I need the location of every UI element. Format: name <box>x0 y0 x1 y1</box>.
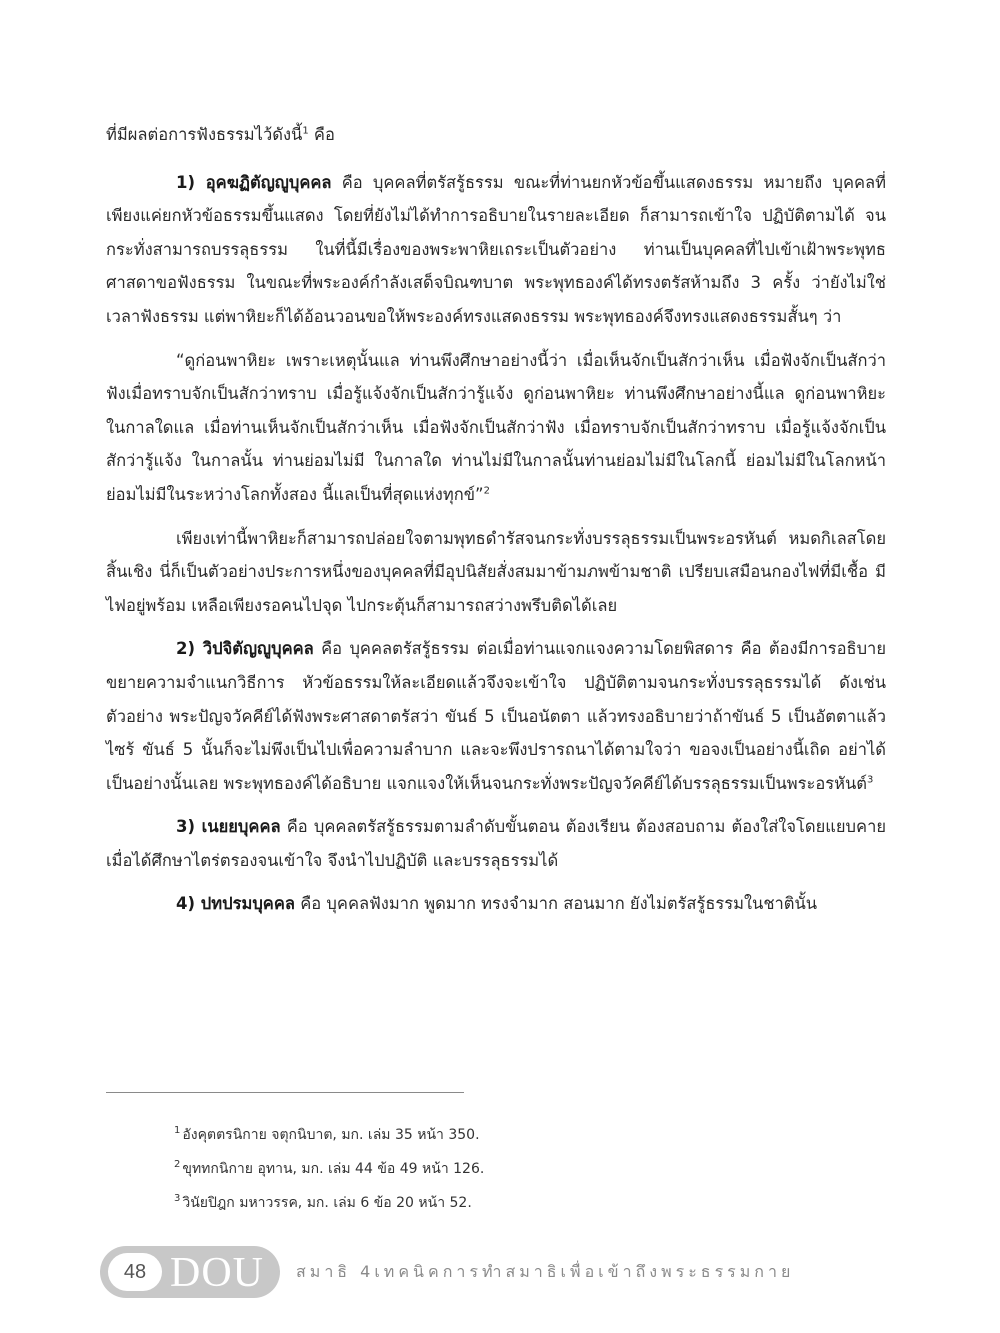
footer-badge <box>100 1246 280 1298</box>
footnote-ref-2[interactable]: 2 <box>483 485 490 497</box>
paragraph-padaparama <box>106 887 886 921</box>
footnote-2 <box>174 1152 874 1186</box>
page-footer <box>100 1246 900 1300</box>
term-ugghatitannu: 1) อุคฆฏิตัญญูบุคคล <box>176 172 332 192</box>
footnote-ref-3[interactable]: 3 <box>867 774 874 786</box>
footnote-text: อังคุตตรนิกาย จตุกนิบาต, มก. เล่ม 35 หน้า 350. <box>182 1127 480 1143</box>
footnote-number: 3 <box>174 1193 181 1205</box>
term-padaparama: 4) ปทปรมบุคคล <box>176 894 295 914</box>
term-vipacitannu: 2) วิปจิตัญญูบุคคล <box>176 639 314 659</box>
page-number: 48 <box>108 1253 162 1291</box>
intro-text: ที่มีผลต่อการฟังธรรมไว้ดังนี้ <box>106 125 303 144</box>
footnote-1 <box>174 1118 874 1152</box>
paragraph-padaparama-text: คือ บุคคลฟังมาก พูดมาก ทรงจำมาก สอนมาก ยังไม่ตรัสรู้ธรรมในชาตินั้น <box>295 894 818 914</box>
footnote-text: วินัยปิฎก มหาวรรค, มก. เล่ม 6 ข้อ 20 หน้า 52. <box>182 1195 472 1211</box>
footnote-3 <box>174 1186 874 1220</box>
buddha-quote-text: “ดูก่อนพาหิยะ เพราะเหตุนั้นแล ท่านพึงศึกษาอย่างนี้ว่า เมื่อเห็นจักเป็นสักว่าเห็น เมื่อฟังจักเป็นสักว่าฟังเมื่อทราบจักเป็นสักว่าทราบ เมื่อรู้แจ้งจักเป็นสักว่ารู้แจ้ง ดูก่อนพาหิยะ ท่านพึงศึกษาอย่างนี้แล ดูก่อนพาหิยะ ในกาลใดแล เมื่อท่านเห็นจักเป็นสักว่าเห็น เมื่อฟังจักเป็นสักว่าฟัง เมื่อทราบจักเป็นสักว่าทราบ เมื่อรู้แจ้งจักเป็นสักว่ารู้แจ้ง ในกาลนั้น ท่านย่อมไม่มี ในกาลใด ท่านไม่มีในกาลนั้นท่านย่อมไม่มีในโลกนี้ ย่อมไม่มีในโลกหน้า ย่อมไม่มีในระหว่างโลกทั้งสอง นี้แลเป็นที่สุดแห่งทุกข์” <box>106 350 886 504</box>
paragraph-bahiya-result <box>106 522 886 623</box>
paragraph-ugghatitannu <box>106 166 886 334</box>
footnote-number: 2 <box>174 1159 181 1171</box>
term-neyya: 3) เนยยบุคคล <box>176 817 281 837</box>
paragraph-vipacitannu-text: คือ บุคคลตรัสรู้ธรรม ต่อเมื่อท่านแจกแจงความโดยพิสดาร คือ ต้องมีการอธิบายขยายความจำแนกวิธีการ หัวข้อธรรมให้ละเอียดแล้วจึงจะเข้าใจ ปฏิบัติตามจนกระทั่งบรรลุธรรมได้ ดังเช่นตัวอย่าง พระปัญจวัคคีย์ได้ฟังพระศาสดาตรัสว่า ขันธ์ 5 เป็นอนัตตา แล้วทรงอธิบายว่าถ้าขันธ์ 5 เป็นอัตตาแล้วไซร้ ขันธ์ 5 นั้นก็จะไม่พึงเป็นไปเพื่อความลำบาก และจะพึงปรารถนาได้ตามใจว่า ขอจงเป็นอย่างนี้เถิด อย่าได้เป็นอย่างนั้นเลย พระพุทธองค์ได้อธิบาย แจกแจงให้เห็นจนกระทั่งพระปัญจวัคคีย์ได้บรรลุธรรมเป็นพระอรหันต์ <box>106 639 886 793</box>
dou-logo: DOU <box>170 1250 264 1296</box>
intro-line <box>106 118 886 152</box>
intro-tail: คือ <box>308 125 335 144</box>
paragraph-bahiya-result-text: เพียงเท่านี้พาหิยะก็สามารถปล่อยใจตามพุทธดำรัสจนกระทั่งบรรลุธรรมเป็นพระอรหันต์ หมดกิเลสโดยสิ้นเชิง นี่ก็เป็นตัวอย่างประการหนึ่งของบุคคลที่มีอุปนิสัยสั่งสมมาข้ามภพข้ามชาติ เปรียบเสมือนกองไฟที่มีเชื้อ มีไฟอยู่พร้อม เหลือเพียงรอคนไปจุด ไปกระตุ้นก็สามารถสว่างพรึบติดได้เลย <box>106 528 886 615</box>
paragraph-neyya-text: คือ บุคคลตรัสรู้ธรรมตามลำดับขั้นตอน ต้องเรียน ต้องสอบถาม ต้องใส่ใจโดยแยบคาย เมื่อได้ศึกษาไตร่ตรองจนเข้าใจ จึงนำไปปฏิบัติ และบรรลุธรรมได้ <box>106 817 887 870</box>
footnote-ref-1[interactable]: 1 <box>302 125 309 137</box>
running-title: สมาธิ 4เทคนิคการทำสมาธิเพื่อเข้าถึงพระธรรมกาย <box>296 1262 795 1281</box>
paragraph-neyya <box>106 810 886 877</box>
footnotes <box>174 1118 874 1220</box>
paragraph-ugghatitannu-text: คือ บุคคลที่ตรัสรู้ธรรม ขณะที่ท่านยกหัวข้อขึ้นแสดงธรรม หมายถึง บุคคลที่เพียงแค่ยกหัวข้อธรรมขึ้นแสดง โดยที่ยังไม่ได้ทำการอธิบายในรายละเอียด ก็สามารถเข้าใจ ปฏิบัติตามได้ จนกระทั่งสามารถบรรลุธรรม ในที่นี้มีเรื่องของพระพาหิยเถระเป็นตัวอย่าง ท่านเป็นบุคคลที่ไปเข้าเฝ้าพระพุทธศาสดาขอฟังธรรม ในขณะที่พระองค์กำลังเสด็จบิณฑบาต พระพุทธองค์ได้ทรงตรัสห้ามถึง 3 ครั้ง ว่ายังไม่ใช่เวลาฟังธรรม แต่พาหิยะก็ได้อ้อนวอนขอให้พระองค์ทรงแสดงธรรม พระพุทธองค์จึงทรงแสดงธรรมสั้นๆ ว่า <box>106 172 887 326</box>
buddha-quote <box>106 344 886 512</box>
footnote-divider <box>106 1092 464 1093</box>
paragraph-vipacitannu <box>106 632 886 800</box>
footnote-number: 1 <box>174 1125 181 1137</box>
page-body <box>106 118 886 931</box>
footnote-text: ขุททกนิกาย อุทาน, มก. เล่ม 44 ข้อ 49 หน้า 126. <box>182 1161 485 1177</box>
